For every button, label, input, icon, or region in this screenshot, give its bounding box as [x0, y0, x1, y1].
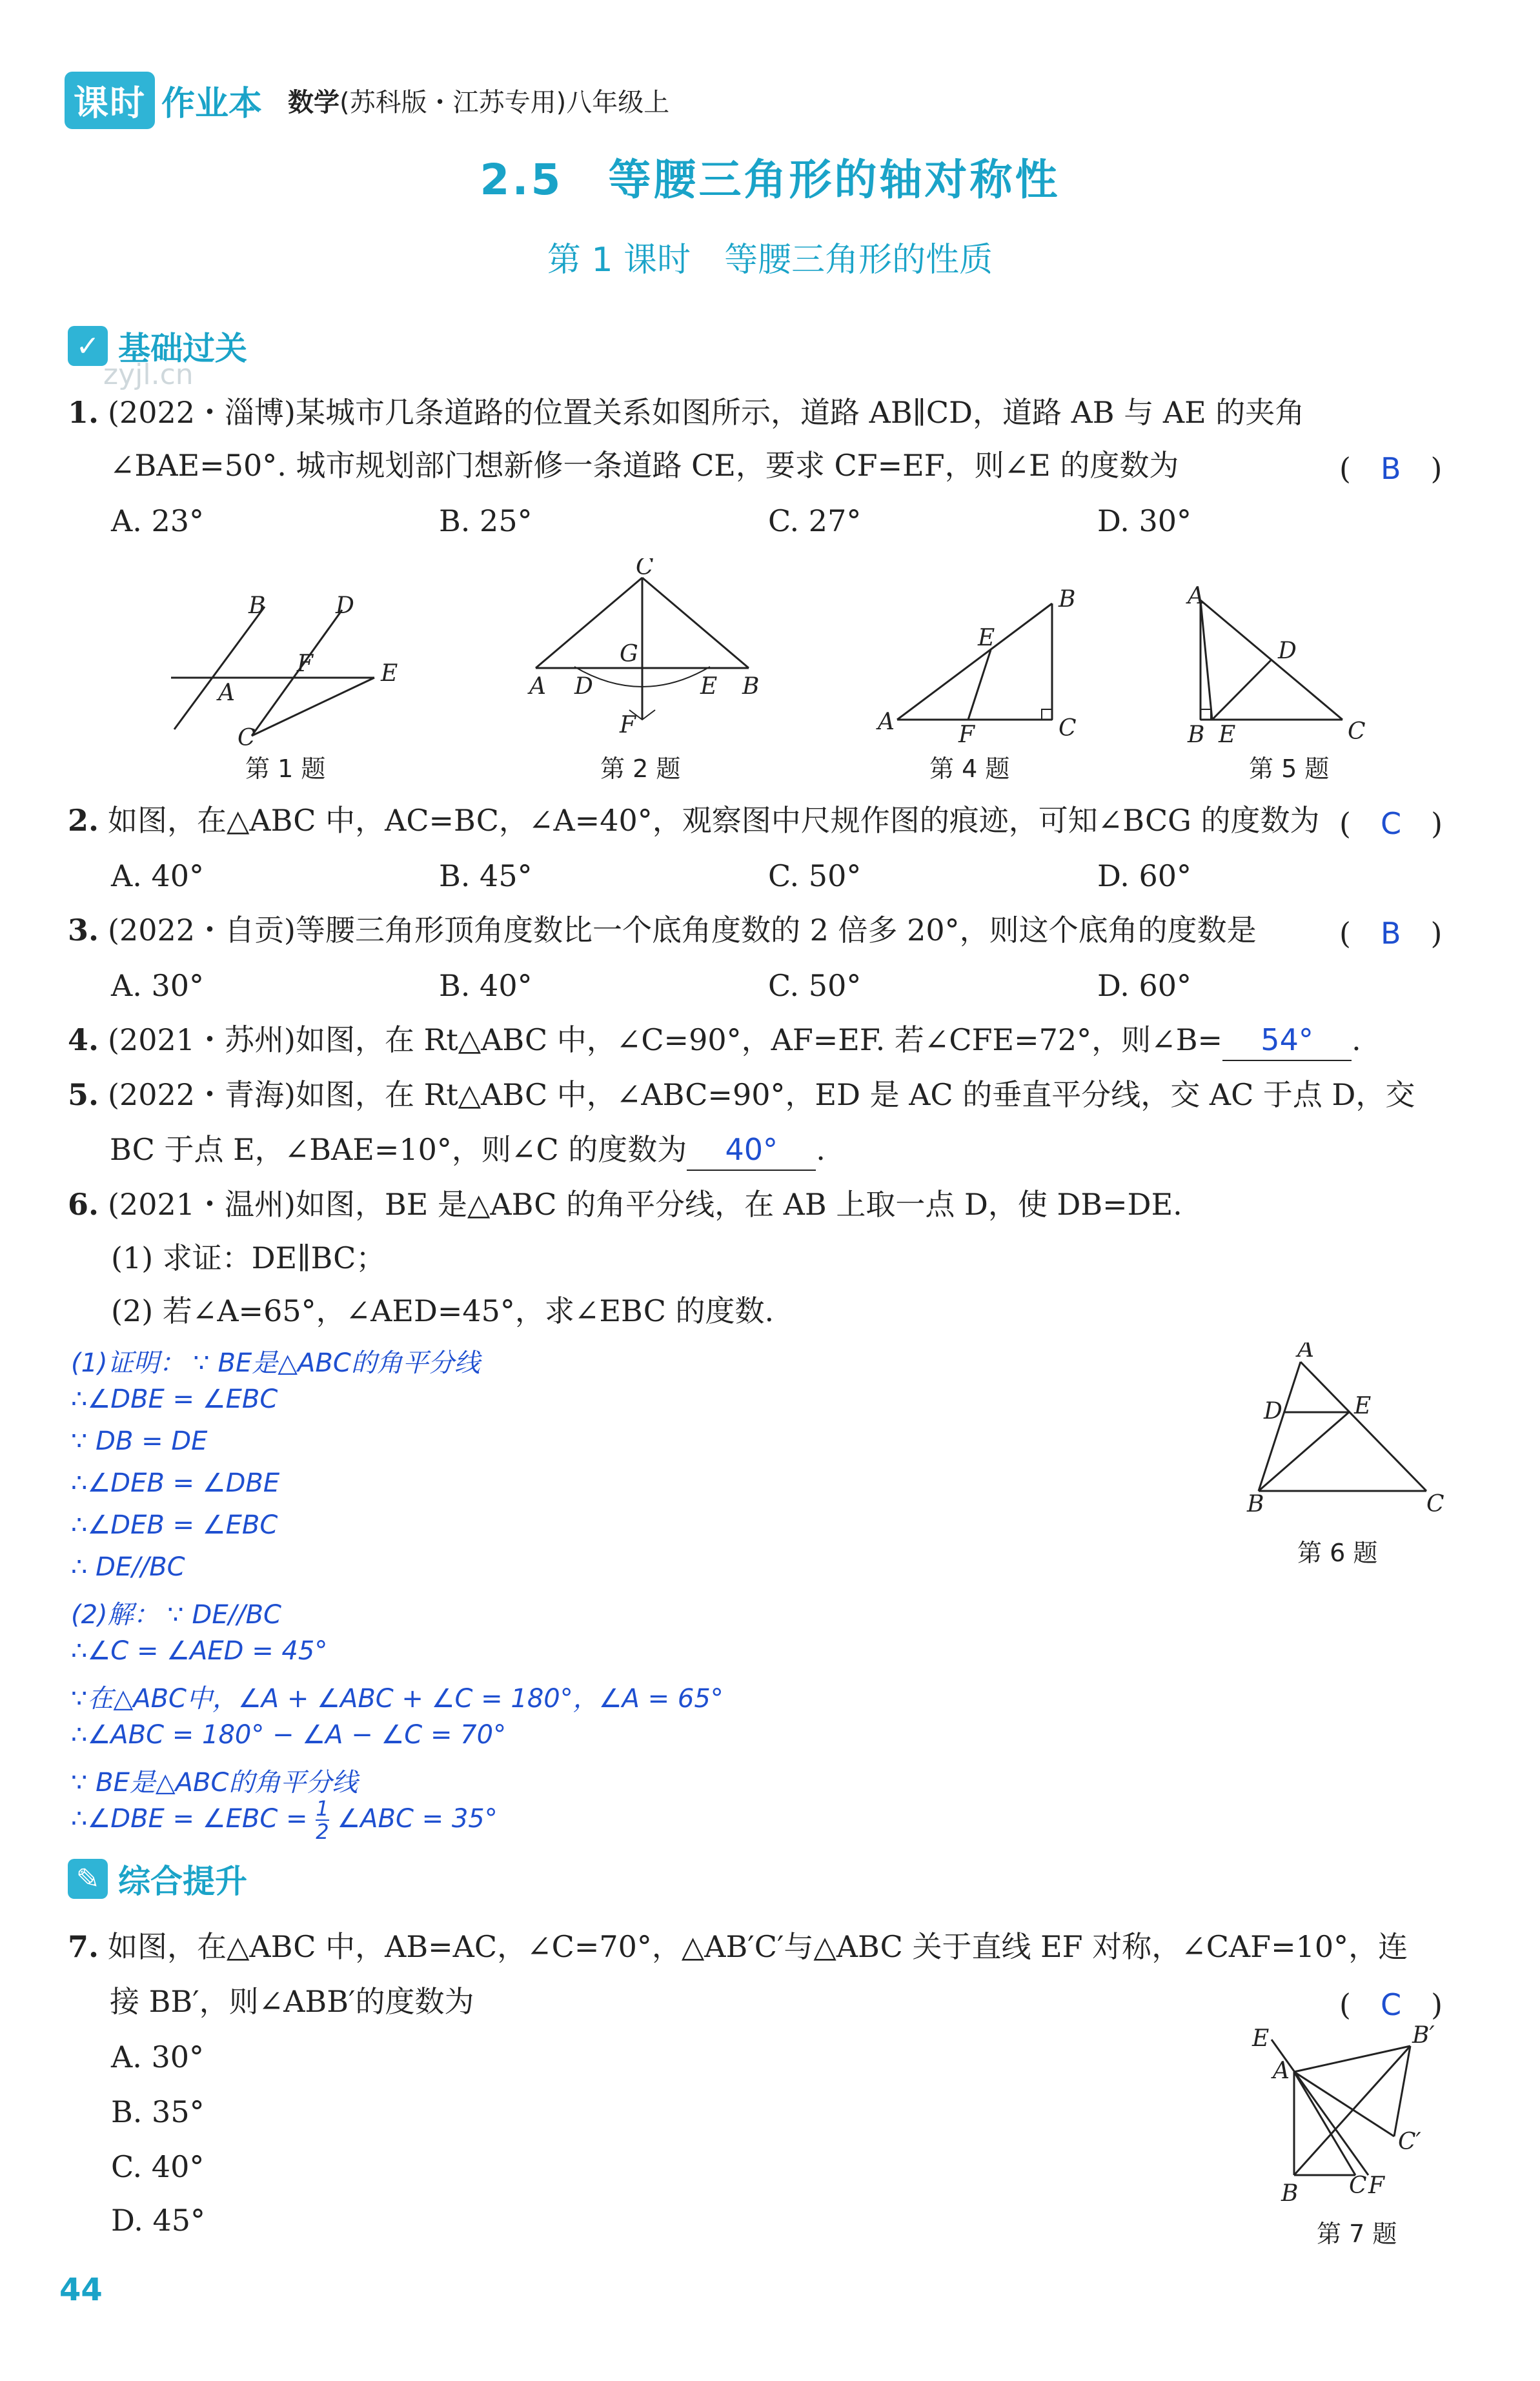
label-A: A: [878, 709, 895, 735]
question-text: (2022・自贡)等腰三角形顶角度数比一个底角度数的 2 倍多 20°，则这个底角的度数是: [108, 913, 1257, 947]
option-c: C. 50°: [768, 968, 862, 1003]
edition: (苏科版・江苏专用)八年级上: [339, 87, 670, 117]
figure-2-caption: 第 2 题: [600, 755, 681, 783]
label-B: B: [248, 594, 266, 619]
answer: 40°: [725, 1132, 778, 1167]
fraction-numerator: 1: [316, 1796, 329, 1821]
question-text: 如图，在△ABC 中，AB=AC，∠C=70°，△AB′C′与△ABC 关于直线 EF 对称，∠CAF=10°，连: [108, 1929, 1408, 1964]
answer: B: [1380, 451, 1401, 486]
option-a: A. 40°: [111, 858, 204, 893]
question-5-line1: [68, 1075, 1415, 1115]
label-A: A: [1273, 2058, 1290, 2084]
question-7-line2: [110, 1981, 474, 2021]
question-text: 如图，在△ABC 中，AC=BC，∠A=40°，观察图中尺规作图的痕迹，可知∠BCG 的度数为: [108, 803, 1320, 838]
question-number: 2.: [68, 803, 99, 838]
figure-6-drawing: [1239, 1342, 1452, 1517]
question-text: BC 于点 E，∠BAE=10°，则∠C 的度数为: [110, 1132, 687, 1167]
option-c: C. 27°: [768, 503, 862, 538]
question-7-answer: ( C ): [1339, 1987, 1443, 2022]
answer: C: [1380, 1987, 1402, 2022]
label-E: E: [1219, 722, 1236, 748]
label-E: E: [978, 625, 995, 651]
label-C: C: [238, 725, 256, 749]
label-F: F: [1368, 2173, 1384, 2199]
option-b: B. 25°: [439, 503, 532, 538]
figure-1-drawing: [161, 594, 420, 749]
question-text: (2021・苏州)如图，在 Rt△ABC 中，∠C=90°，AF=EF. 若∠CFE=72°，则∠B=: [108, 1022, 1223, 1057]
question-2-answer: ( C ): [1339, 806, 1443, 841]
label-D: D: [1278, 638, 1297, 664]
question-5-line2: [110, 1130, 826, 1171]
solution-line: (2)解： ∵ DE//BC: [71, 1600, 281, 1630]
question-6-line1: [68, 1184, 1182, 1224]
question-4-line1: [68, 1020, 1361, 1061]
question-text: 接 BB′，则∠ABB′的度数为: [110, 1984, 474, 2019]
section-title: 2.5 等腰三角形的轴对称性: [480, 155, 1060, 205]
figure-6: [1239, 1342, 1452, 1519]
question-1-line2: [110, 445, 1179, 485]
question-text: (2022・青海)如图，在 Rt△ABC 中，∠ABC=90°，ED 是 AC 的垂直平分线，交 AC 于点 D，交: [108, 1077, 1415, 1112]
option-a: A. 30°: [111, 968, 204, 1003]
figure-5: [1175, 581, 1375, 751]
brand-badge: 课时: [65, 72, 155, 129]
question-text: ∠BAE=50°. 城市规划部门想新修一条道路 CE，要求 CF=EF，则∠E 的度数为: [110, 448, 1179, 483]
question-6-part2: (2) 若∠A=65°，∠AED=45°，求∠EBC 的度数.: [111, 1293, 775, 1328]
solution-text: ∠ABC = 35°: [337, 1804, 498, 1834]
solution-line: ∴∠ABC = 180° − ∠A − ∠C = 70°: [71, 1720, 507, 1750]
checkbox-icon: ✓: [68, 326, 108, 366]
question-1-line1: [68, 392, 1304, 432]
figure-1: [161, 594, 420, 751]
label-A: A: [1188, 583, 1204, 609]
question-text: (2021・温州)如图，BE 是△ABC 的角平分线，在 AB 上取一点 D，使 DB=DE.: [108, 1187, 1182, 1222]
label-B: B: [1059, 586, 1076, 613]
solution-line: (1)证明： ∵ BE是△ABC的角平分线: [71, 1348, 480, 1378]
solution-line: ∴ DE//BC: [71, 1552, 185, 1582]
question-6-part1: (1) 求证：DE∥BC；: [111, 1241, 386, 1275]
question-number: 7.: [68, 1929, 99, 1964]
solution-line: ∵ BE是△ABC的角平分线: [71, 1768, 358, 1798]
option-b: B. 40°: [439, 968, 532, 1003]
fraction-denominator: 2: [316, 1819, 329, 1844]
option-a: A. 23°: [111, 503, 204, 538]
figure-5-caption: 第 5 题: [1249, 755, 1330, 783]
solution-line: ∴∠DEB = ∠DBE: [71, 1468, 280, 1498]
brand-logo: [65, 72, 262, 129]
option-d: D. 60°: [1097, 858, 1192, 893]
label-C: C: [1059, 715, 1077, 742]
question-number: 3.: [68, 913, 99, 947]
label-B: B: [742, 673, 760, 700]
figure-4-caption: 第 4 题: [929, 755, 1010, 783]
section-advanced: [68, 1856, 247, 1902]
option-d: D. 45°: [111, 2203, 206, 2238]
solution-final-line: [71, 1798, 498, 1843]
question-7-line1: [68, 1927, 1408, 1967]
label-E: E: [1354, 1393, 1372, 1419]
fraction: [316, 1798, 329, 1843]
option-c: C. 50°: [768, 858, 862, 893]
label-B: B: [1188, 722, 1205, 748]
label-F: F: [958, 722, 975, 745]
subject: 数学: [288, 87, 340, 117]
label-A: A: [529, 673, 546, 700]
label-E: E: [381, 660, 398, 687]
label-C: C: [1426, 1491, 1444, 1517]
solution-line: ∴∠DEB = ∠EBC: [71, 1510, 278, 1540]
label-D: D: [336, 594, 354, 619]
header: [65, 71, 669, 129]
figure-7-caption: 第 7 题: [1317, 2220, 1397, 2248]
brand-name: 作业本: [161, 84, 263, 123]
label-E: E: [700, 673, 718, 700]
figure-6-caption: 第 6 题: [1297, 1539, 1378, 1567]
option-d: D. 60°: [1097, 968, 1192, 1003]
question-text: (2022・淄博)某城市几条道路的位置关系如图所示，道路 AB∥CD，道路 AB 与 AE 的夹角: [108, 395, 1305, 430]
label-B: B: [1281, 2180, 1299, 2207]
solution-text: ∴∠DBE = ∠EBC =: [71, 1804, 308, 1834]
figure-4-drawing: [871, 584, 1084, 745]
option-d: D. 30°: [1097, 503, 1192, 538]
solution-line: ∴∠DBE = ∠EBC: [71, 1384, 278, 1414]
label-C: C: [1349, 2173, 1367, 2199]
figure-2-drawing: [516, 558, 768, 745]
answer: 54°: [1261, 1022, 1313, 1057]
figure-2: [516, 558, 768, 748]
label-C-prime: C′: [1398, 2129, 1421, 2155]
figure-7-drawing: [1246, 2020, 1452, 2207]
question-end: .: [816, 1132, 826, 1167]
question-number: 6.: [68, 1187, 99, 1222]
question-3-line1: [68, 910, 1257, 950]
solution-line: ∴∠C = ∠AED = 45°: [71, 1636, 328, 1666]
question-1-answer: ( B ): [1339, 451, 1443, 486]
question-number: 1.: [68, 395, 99, 430]
label-G: G: [620, 641, 638, 667]
solution-line: ∵ DB = DE: [71, 1426, 208, 1456]
question-3-answer: ( B ): [1339, 916, 1443, 951]
option-c: C. 40°: [111, 2149, 205, 2184]
answer: B: [1380, 916, 1401, 951]
watermark: zyjl.cn: [103, 358, 194, 391]
label-B-prime: B′: [1412, 2022, 1435, 2049]
question-number: 4.: [68, 1022, 99, 1057]
label-F: F: [297, 651, 313, 677]
option-b: B. 45°: [439, 858, 532, 893]
option-b: B. 35°: [111, 2094, 205, 2129]
label-C: C: [1348, 718, 1366, 745]
label-A: A: [218, 680, 235, 706]
answer-blank: [1222, 1020, 1352, 1061]
label-C: C: [636, 558, 654, 580]
label-D: D: [574, 673, 593, 700]
question-number: 5.: [68, 1077, 99, 1112]
section-advanced-label: 综合提升: [118, 1863, 247, 1900]
question-end: .: [1352, 1022, 1361, 1057]
figure-1-caption: 第 1 题: [245, 755, 326, 783]
label-A: A: [1297, 1342, 1314, 1363]
lesson-subtitle: 第 1 课时 等腰三角形的性质: [547, 241, 993, 279]
label-B: B: [1247, 1491, 1264, 1517]
answer-blank: [687, 1130, 816, 1171]
pencil-icon: ✎: [68, 1859, 108, 1899]
label-E: E: [1252, 2025, 1270, 2052]
question-2-line1: [68, 800, 1320, 840]
figure-7: [1246, 2020, 1452, 2210]
figure-4: [871, 584, 1084, 748]
label-F: F: [620, 712, 636, 738]
section-basic-label: 基础过关: [118, 330, 247, 367]
book-info: [288, 82, 669, 119]
answer: C: [1380, 806, 1402, 841]
label-D: D: [1264, 1398, 1282, 1424]
figure-5-drawing: [1175, 581, 1375, 749]
option-a: A. 30°: [111, 2040, 204, 2074]
page-number: 44: [59, 2272, 103, 2308]
solution-line: ∵在△ABC中，∠A + ∠ABC + ∠C = 180°，∠A = 65°: [71, 1684, 724, 1714]
